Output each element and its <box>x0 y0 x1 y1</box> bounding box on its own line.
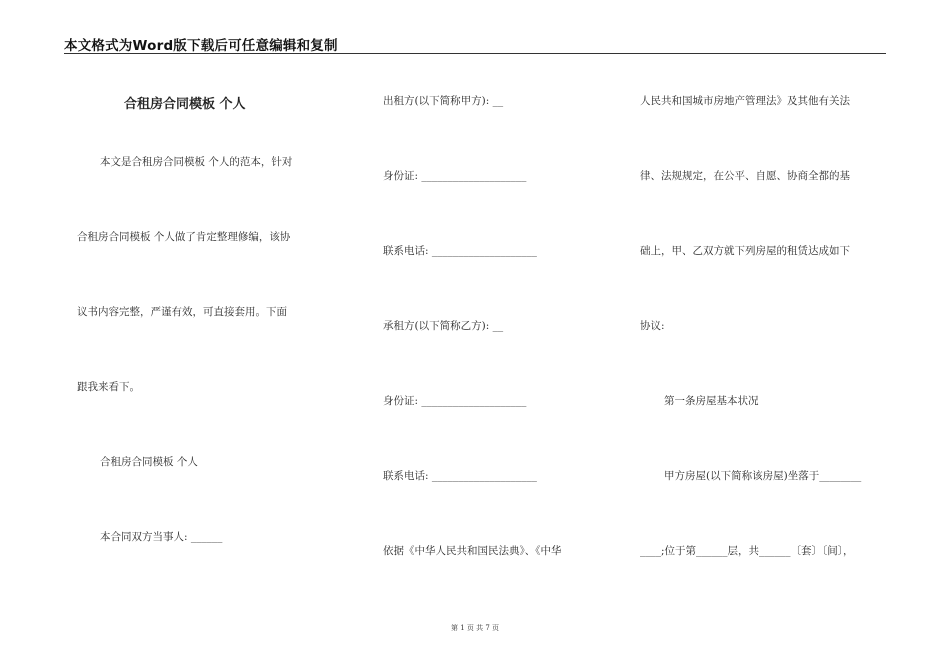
text-line: 议书内容完整，严谨有效，可直接套用。下面 <box>77 306 287 318</box>
text-line: 跟我来看下。 <box>77 381 140 393</box>
text-line: 律、法规规定，在公平、自愿、协商全都的基 <box>640 170 850 182</box>
text-line: 协议: <box>640 320 665 332</box>
section-heading: 合租房合同模板 个人 <box>100 456 198 468</box>
header-divider <box>64 53 886 54</box>
document-header: 本文格式为Word版下载后可任意编辑和复制 <box>64 38 338 54</box>
text-line: 依据《中华人民共和国民法典》、《中华 <box>383 545 562 557</box>
text-line: 甲方房屋(以下简称该房屋)坐落于________ <box>664 470 862 482</box>
lessor-field: 出租方(以下简称甲方): __ <box>383 95 504 107</box>
lessee-id-field: 身份证: ____________________ <box>383 395 527 407</box>
lessee-phone-field: 联系电话: ____________________ <box>383 470 537 482</box>
article-heading: 第一条房屋基本状况 <box>664 395 759 407</box>
lessor-id-field: 身份证: ____________________ <box>383 170 527 182</box>
page-number: 第 1 页 共 7 页 <box>450 624 500 632</box>
document-title: 合租房合同模板 个人 <box>124 97 246 112</box>
text-line: ____;位于第______层，共______〔套〕〔间〕， <box>640 545 854 557</box>
text-line: 合租房合同模板 个人做了肯定整理修编，该协 <box>77 231 291 243</box>
text-line: 础上，甲、乙双方就下列房屋的租赁达成如下 <box>640 245 850 257</box>
text-line: 本合同双方当事人: ______ <box>100 531 223 543</box>
text-line: 人民共和国城市房地产管理法》及其他有关法 <box>640 95 850 107</box>
lessee-field: 承租方(以下简称乙方): __ <box>383 320 504 332</box>
lessor-phone-field: 联系电话: ____________________ <box>383 245 537 257</box>
text-line: 本文是合租房合同模板 个人的范本，针对 <box>100 156 293 168</box>
